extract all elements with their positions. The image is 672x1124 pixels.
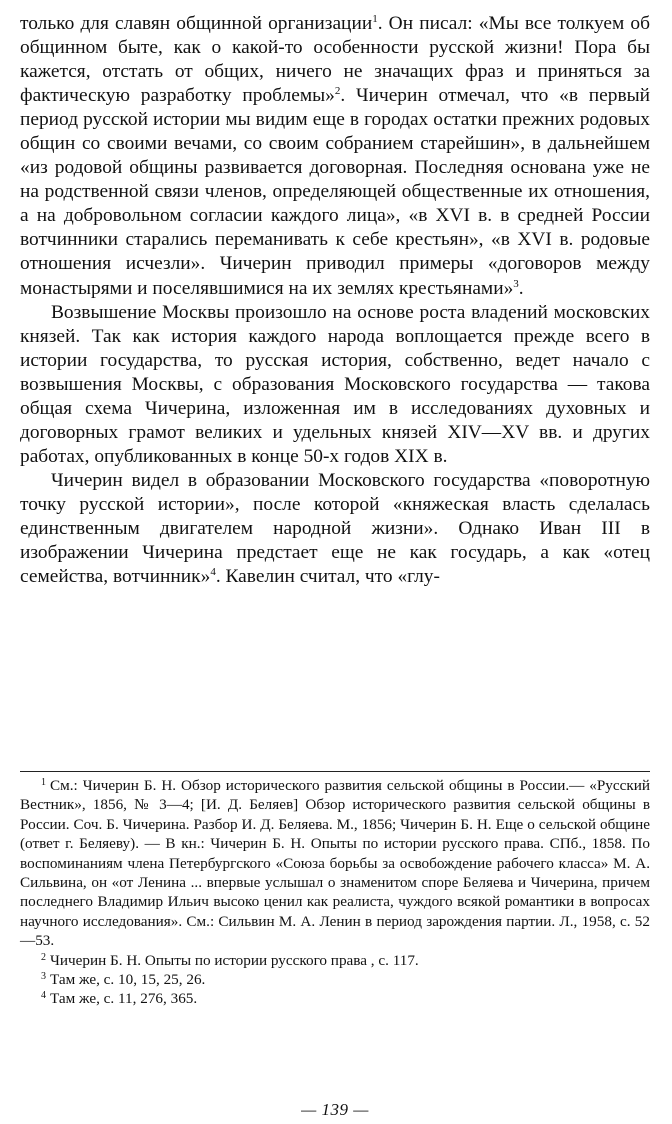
footnote-divider — [20, 771, 650, 772]
page-number: — 139 — — [301, 1100, 369, 1119]
paragraph-1-part-a: только для славян общинной организации — [20, 13, 373, 34]
footnote-ref-4: 4 — [210, 566, 216, 579]
book-page — [20, 12, 650, 1119]
paragraph-1-part-d: . — [518, 277, 524, 299]
footnote-4 — [20, 989, 650, 1008]
footnote-ref-1: 1 — [372, 13, 378, 25]
footnote-2-text: Чичерин Б. Н. Опыты по истории русского права , с. 117. — [50, 951, 419, 969]
paragraph-3-part-b: . Кавелин считал, что «глу- — [215, 566, 440, 588]
main-text — [20, 12, 650, 589]
footnotes — [20, 776, 650, 1009]
footnote-4-mark: 4 — [41, 990, 46, 1002]
footnote-ref-3: 3 — [513, 277, 519, 290]
footnote-ref-2: 2 — [334, 85, 341, 98]
footnote-1-text: См.: Чичерин Б. Н. Обзор исторического развития сельской общины в России.— «Русский Вестник», 1856, № 3—4; [И. Д. Беляев] Обзор исторического развития сельской общины в России. Соч. Б. Чичерина. Разбор И. Д. Беляева. М., 1856; Чичерин Б. Н. Еще о сельской общине (ответ г. Беляеву). — В кн.: Чичерин Б. Н. Опыты по истории русского права. СПб., 1858. По воспоминаниям члена Петербургского «Союза борьбы за освобождение рабочего класса» М. А. Сильвина, он «от Ленина ... впервые услышал о знаменитом споре Беляева и Чичерина, причем последнего Владимир Ильич высоко ценил как реалиста, чуждого всякой романтики в вопросах научного исследования». См.: Сильвин М. А. Ленин в период зарождения партии. Л., 1958, с. 52—53. — [20, 777, 650, 950]
paragraph-1-part-c: . Чичерин отмечал, что «в первый период русской истории мы видим еще в городах остатки прежних родовых общин со своими вечами, со своим собранием старейшин», в дальнейшем «из родовой общины развивается договорная. Последняя основана уже не на родственной связи членов, определяющей общественные их отношения, а на добровольном согласии каждого лица», «в XVI в. в средней России вотчинники старались переманивать к себе крестьян», «в XVI в. родовые отношения исчезли». Чичерин приводил примеры «договоров между монастырями и поселявшимися на их землях крестьянами» — [20, 85, 650, 299]
paragraph-1 — [20, 12, 650, 301]
footnote-1-mark: 1 — [41, 777, 46, 788]
footnote-2 — [20, 951, 650, 970]
paragraph-1-part-b: . Он писал: «Мы все толкуем об общинном быте, как о какой-то особенности русской жизни! Пора бы кажется, отстать от общих, ничего не значащих фраз и приняться за фактическую разработку проблемы» — [20, 13, 650, 107]
paragraph-3-part-a: Чичерин видел в образовании Московского государства «поворотную точку русской истории», после которой «княжеская власть сделалась единственным двигателем народной жизни». Однако Иван III в изображении Чичерина предстает еще не как государь, а как «отец семейства, вотчинник» — [20, 469, 650, 588]
footnote-3-mark: 3 — [41, 971, 46, 983]
paragraph-2: Возвышение Москвы произошло на основе роста владений московских князей. Так как история каждого народа воплощается прежде всего в истории государства, то русская история, собственно, ведет начало с возвышения Москвы, с образования Московского государства — такова общая схема Чичерина, изложенная им в исследованиях духовных и договорных грамот великих и удельных князей XIV—XV вв. и других работах, опубликованных в конце 50-х годов XIX в. — [20, 301, 650, 467]
footnote-3 — [20, 970, 650, 989]
paragraph-3 — [20, 469, 650, 589]
footnote-4-text: Там же, с. 11, 276, 365. — [50, 990, 198, 1008]
footnote-1 — [20, 776, 650, 951]
footnote-3-text: Там же, с. 10, 15, 25, 26. — [50, 971, 206, 989]
footnote-2-mark: 2 — [41, 951, 46, 963]
